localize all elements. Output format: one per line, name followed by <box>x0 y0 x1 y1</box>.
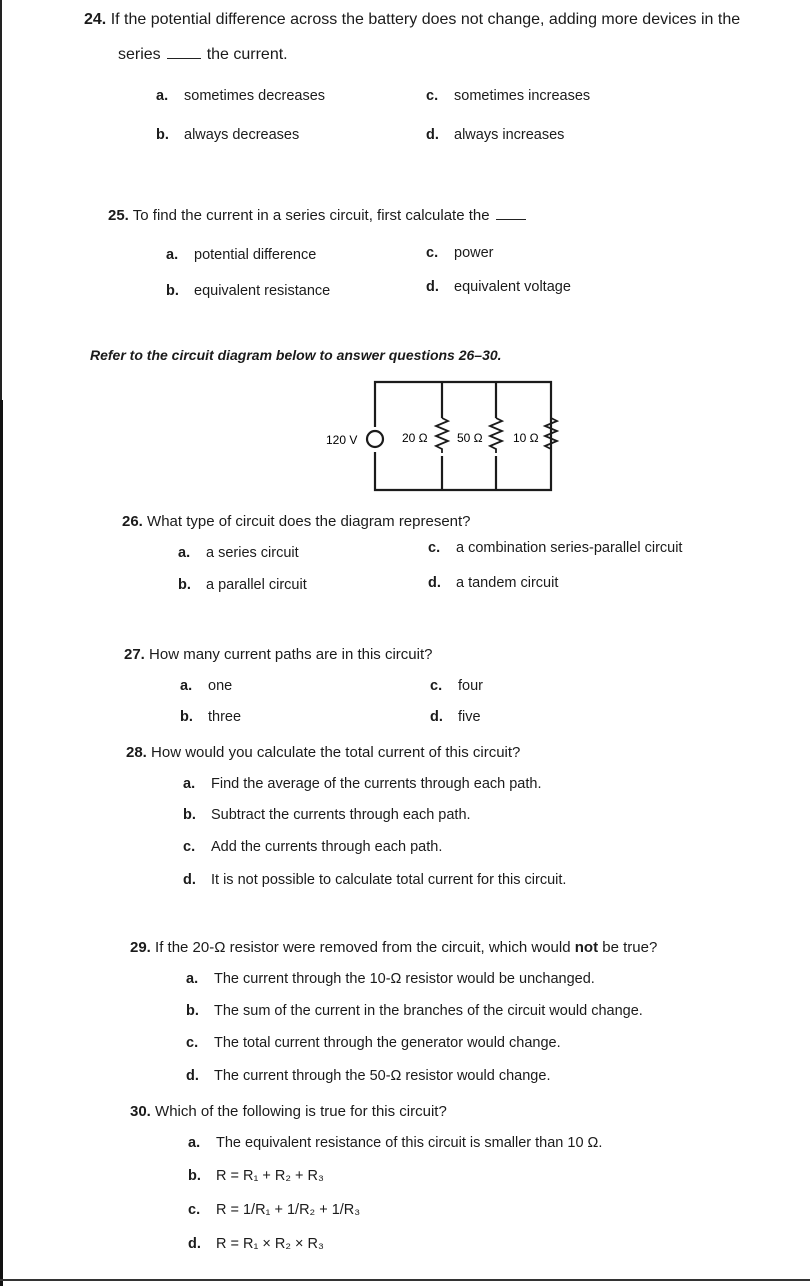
q28-option-c[interactable]: c. Add the currents through each path. <box>183 839 443 855</box>
q27-option-c[interactable]: c. four <box>430 678 483 694</box>
q26-option-c[interactable]: c. a combination series-parallel circuit <box>428 540 683 556</box>
q28-option-d[interactable]: d. It is not possible to calculate total current for this circuit. <box>183 872 567 888</box>
q26-option-b[interactable]: b. a parallel circuit <box>178 577 307 593</box>
q28-option-b[interactable]: b. Subtract the currents through each path. <box>183 807 471 823</box>
page-bottom-edge <box>0 1279 810 1281</box>
question-29-stem: 29. If the 20-Ω resistor were removed from the circuit, which would not be true? <box>130 939 658 956</box>
q25-option-a[interactable]: a. potential difference <box>166 247 317 263</box>
q29-option-c[interactable]: c. The total current through the generator would change. <box>186 1035 561 1051</box>
answer-blank <box>496 218 526 220</box>
answer-blank <box>167 57 201 59</box>
question-24-stem: 24. If the potential difference across the battery does not change, adding more devices in the <box>84 11 741 28</box>
resistor-20-label: 20 Ω <box>402 431 428 445</box>
q30-option-d[interactable]: d. R = R₁ × R₂ × R₃ <box>188 1236 324 1252</box>
circuit-diagram <box>320 372 565 497</box>
q29-option-a[interactable]: a. The current through the 10-Ω resistor would be unchanged. <box>186 971 595 987</box>
question-30-stem: 30. Which of the following is true for this circuit? <box>130 1103 447 1120</box>
q26-option-a[interactable]: a. a series circuit <box>178 545 299 561</box>
q25-option-b[interactable]: b. equivalent resistance <box>166 283 331 299</box>
resistor-50-symbol <box>490 418 502 453</box>
voltage-label: 120 V <box>326 433 358 447</box>
q30-option-a[interactable]: a. The equivalent resistance of this circuit is smaller than 10 Ω. <box>188 1135 603 1151</box>
question-28-stem: 28. How would you calculate the total current of this circuit? <box>126 744 521 761</box>
generator-symbol <box>367 431 383 447</box>
q25-option-d[interactable]: d. equivalent voltage <box>426 279 571 295</box>
q27-option-b[interactable]: b. three <box>180 709 242 725</box>
q24-option-b[interactable]: b. always decreases <box>156 127 300 143</box>
q30-option-c[interactable]: c. R = 1/R₁ + 1/R₂ + 1/R₃ <box>188 1202 361 1218</box>
q30-option-b[interactable]: b. R = R₁ + R₂ + R₃ <box>188 1168 324 1184</box>
refer-instruction: Refer to the circuit diagram below to answer questions 26–30. <box>90 347 502 363</box>
q29-option-d[interactable]: d. The current through the 50-Ω resistor would change. <box>186 1068 551 1084</box>
question-25-stem: 25. To find the current in a series circuit, first calculate the <box>108 207 532 224</box>
question-24-stem-line2: series the current. <box>118 46 288 63</box>
q28-option-a[interactable]: a. Find the average of the currents through each path. <box>183 776 542 792</box>
q27-option-d[interactable]: d. five <box>430 709 481 725</box>
q26-option-d[interactable]: d. a tandem circuit <box>428 575 559 591</box>
resistor-10-label: 10 Ω <box>513 431 539 445</box>
resistor-20-symbol <box>436 418 448 453</box>
resistor-50-label: 50 Ω <box>457 431 483 445</box>
question-27-stem: 27. How many current paths are in this circuit? <box>124 646 433 663</box>
question-26-stem: 26. What type of circuit does the diagram represent? <box>122 513 471 530</box>
q27-option-a[interactable]: a. one <box>180 678 233 694</box>
q24-option-d[interactable]: d. always increases <box>426 127 565 143</box>
page-edge-shadow <box>0 400 3 1286</box>
q29-option-b[interactable]: b. The sum of the current in the branches of the circuit would change. <box>186 1003 643 1019</box>
q25-option-c[interactable]: c. power <box>426 245 494 261</box>
q24-option-a[interactable]: a. sometimes decreases <box>156 88 326 104</box>
q24-option-c[interactable]: c. sometimes increases <box>426 88 591 104</box>
